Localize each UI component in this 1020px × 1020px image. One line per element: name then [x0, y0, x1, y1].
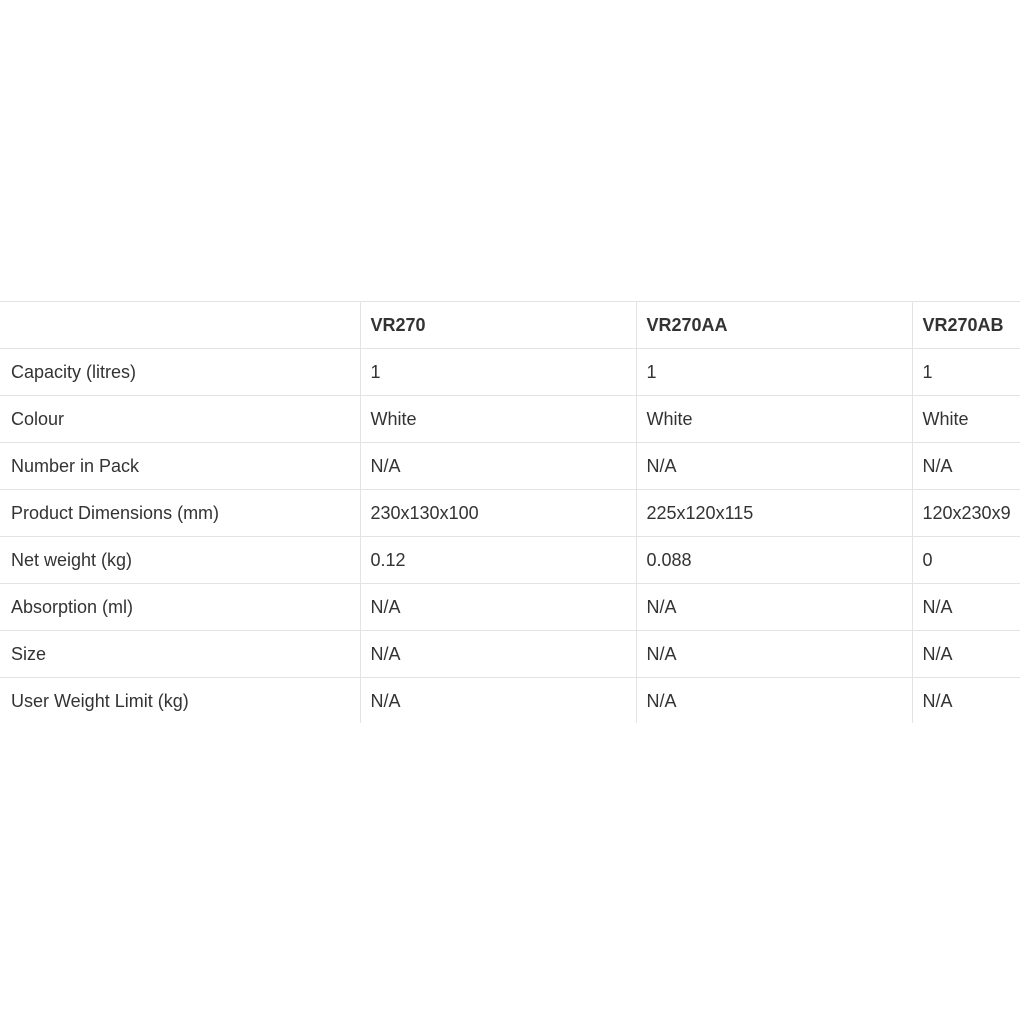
table-cell: N/A [360, 678, 636, 724]
table-cell: 0 [912, 537, 1020, 584]
table-cell: N/A [360, 584, 636, 631]
column-header: VR270 [360, 302, 636, 349]
table-cell: 1 [636, 349, 912, 396]
table-row [0, 678, 1020, 724]
row-label: Size [11, 643, 47, 664]
table-cell: N/A [912, 584, 1020, 631]
table-cell: 225x120x115 [636, 490, 912, 537]
row-label: User Weight Limit (kg) [11, 690, 189, 711]
table-header-row [0, 302, 1020, 349]
table-cell: N/A [636, 631, 912, 678]
row-label: Product Dimensions (mm) [11, 502, 220, 523]
table-cell: 230x130x100 [360, 490, 636, 537]
table-cell: N/A [912, 443, 1020, 490]
table-corner-cell [0, 302, 360, 349]
table-row [0, 490, 1020, 537]
row-label-cell [0, 631, 360, 678]
table-row [0, 584, 1020, 631]
table-cell: 1 [360, 349, 636, 396]
table-cell: N/A [360, 443, 636, 490]
column-header: VR270AB [912, 302, 1020, 349]
row-label-cell [0, 443, 360, 490]
table-cell: 120x230x9 [912, 490, 1020, 537]
table-row [0, 631, 1020, 678]
table-cell: White [636, 396, 912, 443]
row-label: Colour [11, 408, 65, 429]
table-cell: N/A [912, 678, 1020, 724]
row-label: Number in Pack [11, 455, 140, 476]
row-label-cell [0, 349, 360, 396]
spec-table-viewport [0, 301, 1020, 723]
table-cell: N/A [636, 678, 912, 724]
table-row [0, 349, 1020, 396]
table-row [0, 443, 1020, 490]
table-cell: 1 [912, 349, 1020, 396]
row-label-cell [0, 490, 360, 537]
table-cell: White [912, 396, 1020, 443]
row-label-cell [0, 678, 360, 724]
table-cell: N/A [636, 443, 912, 490]
row-label: Net weight (kg) [11, 549, 133, 570]
table-cell: 0.088 [636, 537, 912, 584]
row-label-cell [0, 584, 360, 631]
table-row [0, 396, 1020, 443]
table-row [0, 537, 1020, 584]
table-cell: N/A [360, 631, 636, 678]
row-label: Capacity (litres) [11, 361, 137, 382]
table-cell: White [360, 396, 636, 443]
row-label-cell [0, 396, 360, 443]
row-label: Absorption (ml) [11, 596, 134, 617]
table-cell: N/A [912, 631, 1020, 678]
column-header: VR270AA [636, 302, 912, 349]
table-cell: 0.12 [360, 537, 636, 584]
table-cell: N/A [636, 584, 912, 631]
product-spec-table [0, 301, 1020, 723]
row-label-cell [0, 537, 360, 584]
